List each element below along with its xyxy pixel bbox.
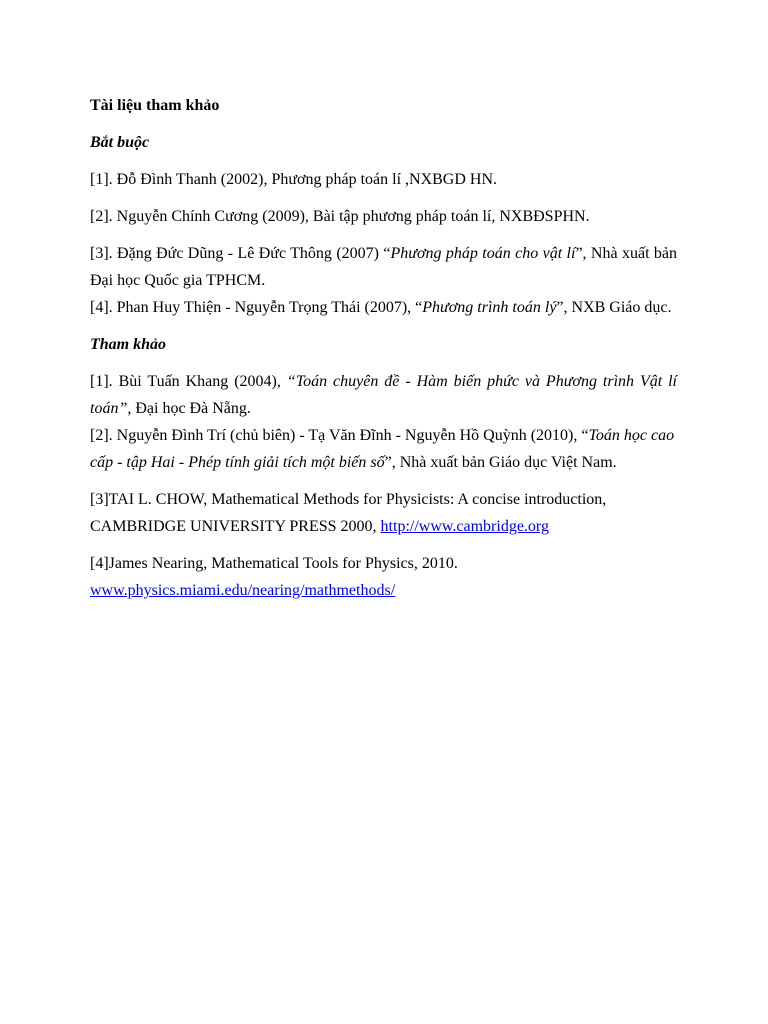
page-title: Tài liệu tham khảo <box>90 97 220 114</box>
ref-suffix: ”, Nhà xuất bản Giáo dục Việt Nam. <box>384 454 617 471</box>
ref-title: Phương trình toán lý <box>422 299 557 316</box>
ref-prefix: [2]. Nguyễn Đình Trí (chủ biên) - Tạ Văn Đĩnh - Nguyễn Hồ Quỳnh (2010), “ <box>90 427 589 444</box>
ref-text: [4]James Nearing, Mathematical Tools for Physics, 2010. <box>90 555 458 572</box>
ref-title: Toán học cao cấp - tập Hai - Phép tính giải tích một biến số <box>90 427 675 471</box>
cambridge-link[interactable]: http://www.cambridge.org <box>380 518 549 535</box>
ref-suffix: , Đại học Đà Nẵng. <box>127 400 251 417</box>
ref-suffix: ”, NXB Giáo dục. <box>556 299 672 316</box>
references-page <box>90 92 677 614</box>
reference-ref-1 <box>90 368 677 422</box>
ref-prefix: [1]. Bùi Tuấn Khang (2004), <box>90 373 287 390</box>
ref-prefix: [4]. Phan Huy Thiện - Nguyễn Trọng Thái (2007), “ <box>90 299 423 316</box>
ref-text: [3]TAI L. CHOW, Mathematical Methods for Physicists: A concise introduction, CAMBRIDGE UNIVERSITY PRESS 2000, <box>90 491 607 535</box>
required-heading: Bắt buộc <box>90 134 150 151</box>
required-ref-4 <box>90 294 677 321</box>
required-ref-2: [2]. Nguyễn Chính Cương (2009), Bài tập phương pháp toán lí, NXBĐSPHN. <box>90 208 590 225</box>
physics-miami-link[interactable]: www.physics.miami.edu/nearing/mathmethods/ <box>90 582 396 599</box>
ref-title: “Toán chuyên đề - Hàm biến phức và Phương trình Vật lí toán” <box>90 373 678 417</box>
ref-prefix: [3]. Đặng Đức Dũng - Lê Đức Thông (2007) “ <box>90 245 391 262</box>
reference-heading: Tham khảo <box>90 336 167 353</box>
required-ref-1: [1]. Đỗ Đình Thanh (2002), Phương pháp toán lí ,NXBGD HN. <box>90 171 498 188</box>
reference-ref-2 <box>90 422 677 476</box>
ref-title: Phương pháp toán cho vật lí <box>390 245 576 262</box>
required-ref-3 <box>90 240 677 294</box>
ref-suffix: ”, Nhà xuất bản Đại học Quốc gia TPHCM. <box>90 245 678 289</box>
reference-ref-4 <box>90 550 677 604</box>
reference-ref-3 <box>90 486 677 540</box>
